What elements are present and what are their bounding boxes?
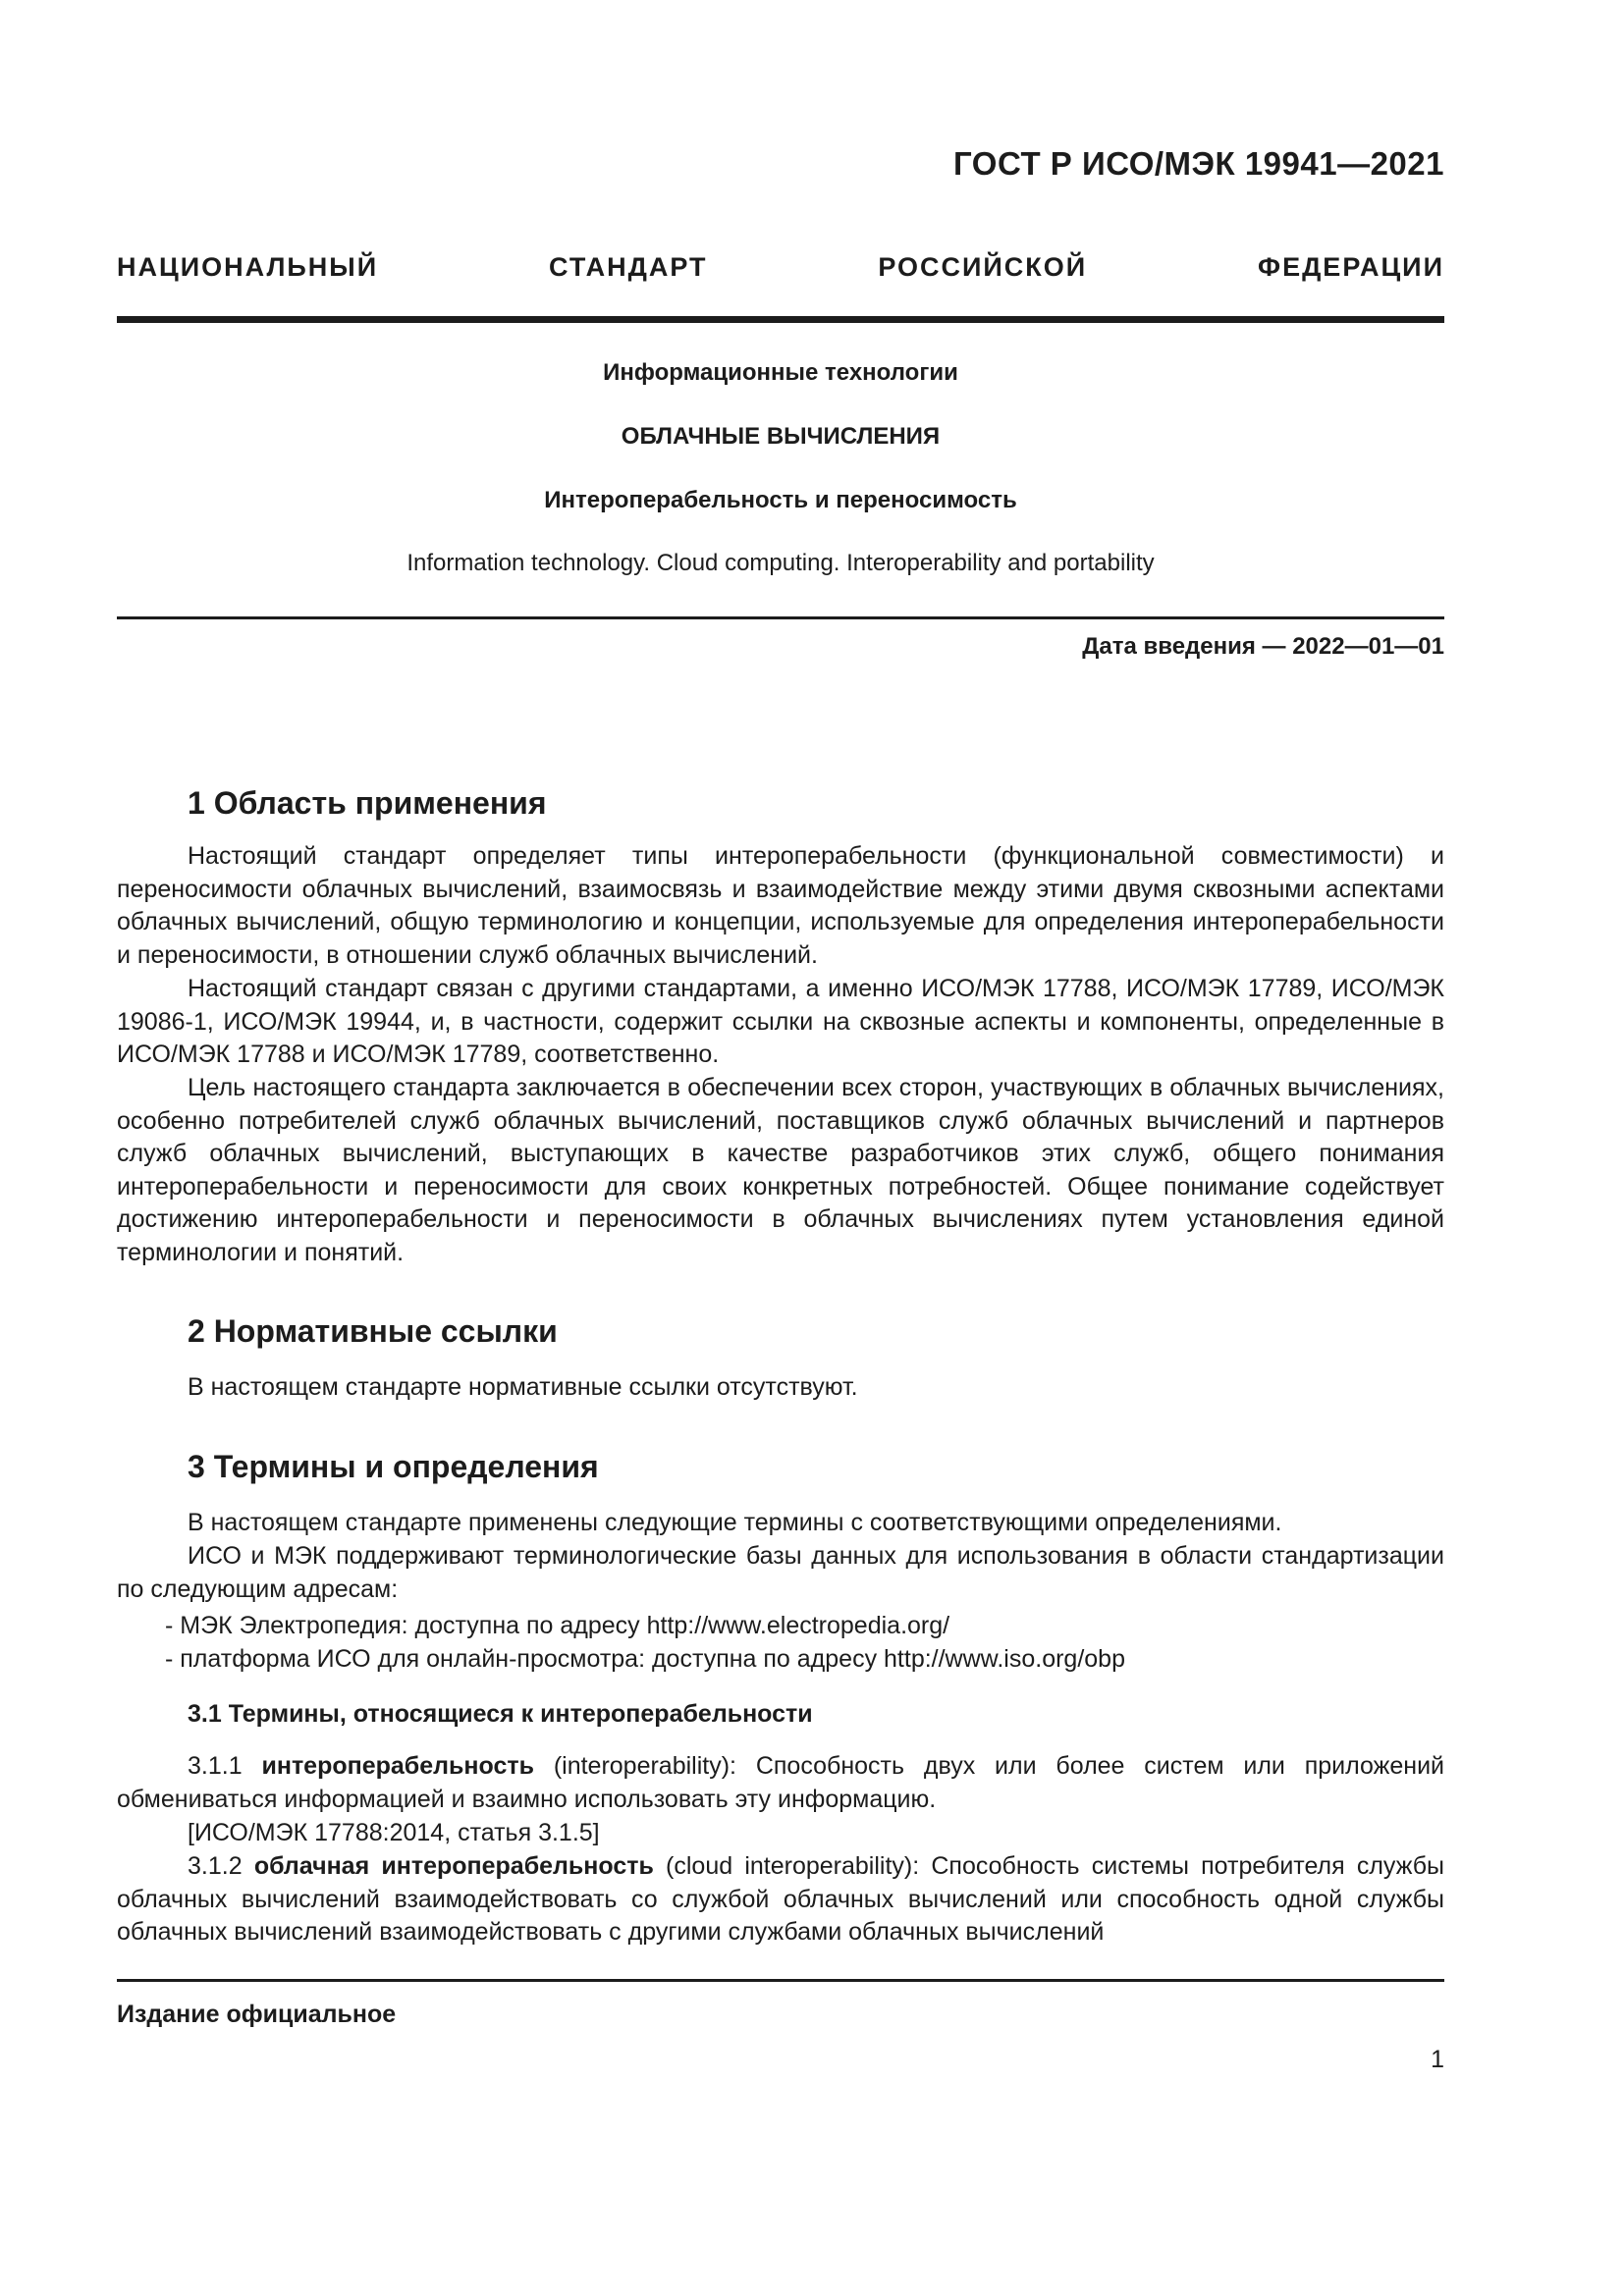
introduction-date: Дата введения — 2022—01—01 (1082, 633, 1444, 660)
standard-code: ГОСТ Р ИСО/МЭК 19941—2021 (953, 145, 1444, 182)
section-3-heading: 3 Термины и определения (188, 1449, 599, 1484)
section-3-paragraph-1: В настоящем стандарте применены следующие термины с соответствующими определениями. (188, 1509, 1282, 1536)
title-line-2: ОБЛАЧНЫЕ ВЫЧИСЛЕНИЯ (621, 423, 941, 450)
title-rule (117, 616, 1444, 619)
title-line-3: Интероперабельность и переносимость (544, 487, 1017, 513)
term-3-1-1-source: [ИСО/МЭК 17788:2014, статья 3.1.5] (188, 1819, 600, 1846)
page-number: 1 (1431, 2046, 1444, 2073)
title-line-1: Информационные технологии (603, 359, 958, 386)
section-2-heading: 2 Нормативные ссылки (188, 1313, 558, 1349)
section-1-paragraph-3: Цель настоящего стандарта заключается в обеспечении всех сторон, участвующих в облачных вычислениях, особенно потребителей служб облачных вычислений, поставщиков служб облачных вычислений и партнеров служб облачных вычислений, выступающих в качестве разработчиков этих служб, общего понимания интероперабельности и переносимости для своих конкретных потребностей. Общее понимание содействует достижению интероперабельности и переносимости в облачных вычислениях путем установления единой терминологии и понятий. (117, 1074, 1444, 1266)
term-name: интероперабельность (261, 1752, 534, 1780)
header-rule (117, 316, 1444, 323)
term-name: облачная интероперабельность (253, 1852, 654, 1880)
section-1-paragraph-2: Настоящий стандарт связан с другими стандартами, а именно ИСО/МЭК 17788, ИСО/МЭК 17789, ИСО/МЭК 19086-1, ИСО/МЭК 19944, и, в частности, содержит ссылки на сквозные аспекты и компоненты, определенные в ИСО/МЭК 17788 и ИСО/МЭК 17789, соответственно. (117, 975, 1444, 1068)
section-3-paragraph-2: ИСО и МЭК поддерживают терминологические базы данных для использования в области стандартизации по следующим адресам: (117, 1542, 1444, 1603)
term-definition: (interoperability): Способность двух или более систем или приложений обмениваться информацией и взаимно использовать эту информацию. (117, 1752, 1445, 1813)
term-number: 3.1.1 (188, 1752, 243, 1780)
section-1-heading: 1 Область применения (188, 785, 547, 821)
subsection-3-1-heading: 3.1 Термины, относящиеся к интероперабельности (188, 1700, 813, 1728)
term-number: 3.1.2 (188, 1852, 243, 1880)
term-3-1-2 (117, 1850, 1444, 1949)
bullet-electropedia: - МЭК Электропедия: доступна по адресу http://www.electropedia.org/ (165, 1612, 950, 1639)
official-edition-label: Издание официальное (117, 2001, 397, 2028)
english-title: Information technology. Cloud computing. Interoperability and portability (406, 550, 1155, 576)
term-3-1-1 (117, 1750, 1444, 1816)
section-1-paragraph-1: Настоящий стандарт определяет типы интероперабельности (функциональной совместимости) и переносимости облачных вычислений, взаимосвязь и взаимодействие между этими двумя сквозными аспектами облачных вычислений, общую терминологию и концепции, используемые для определения интероперабельности и переносимости, в отношении служб облачных вычислений. (117, 842, 1444, 969)
section-2-paragraph: В настоящем стандарте нормативные ссылки отсутствуют. (188, 1373, 858, 1401)
footer-rule (117, 1979, 1444, 1982)
national-standard-banner: НАЦИОНАЛЬНЫЙ СТАНДАРТ РОССИЙСКОЙ ФЕДЕРАЦИИ (117, 252, 1444, 282)
bullet-iso-obp: - платформа ИСО для онлайн-просмотра: доступна по адресу http://www.iso.org/obp (165, 1645, 1125, 1673)
term-definition: (cloud interoperability): Способность системы потребителя службы облачных вычислений взаимодействовать со службой облачных вычислений или способность одной службы облачных вычислений взаимодействовать с другими службами облачных вычислений (117, 1852, 1445, 1946)
